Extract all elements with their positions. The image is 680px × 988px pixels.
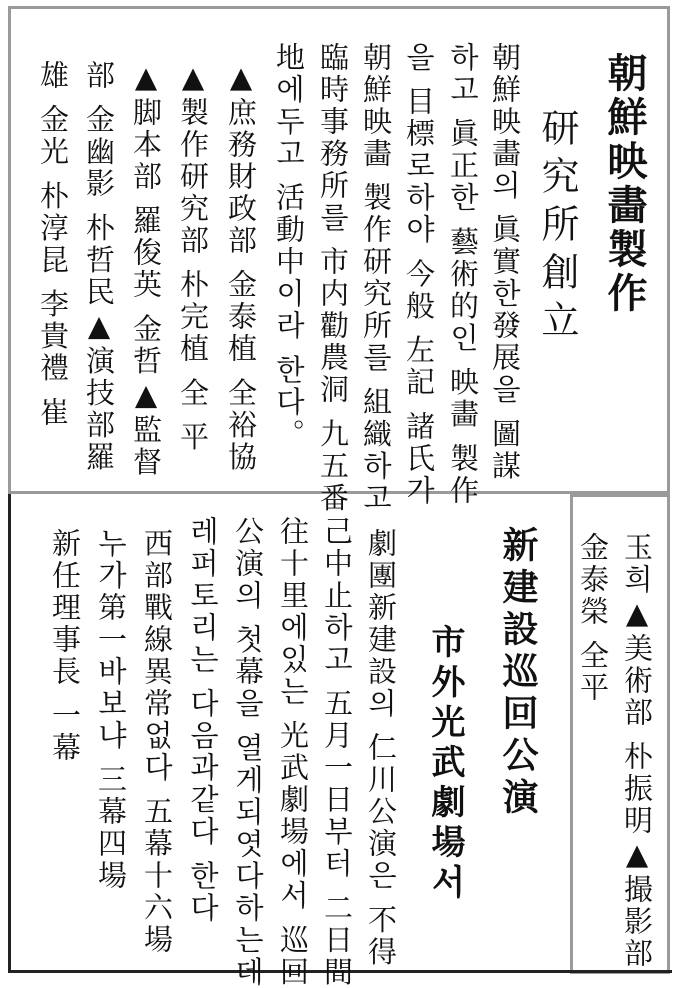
top-line-1: 朝鮮映畵의 眞實한發展을 圖謀 <box>488 42 522 483</box>
headline-bottom-2: 市外光武劇場서 <box>425 624 465 904</box>
bottom-line-4: 公演의 첫幕을 열게되엿다하는데 <box>231 516 265 988</box>
continuation-column <box>570 494 670 974</box>
top-line-4: 朝鮮映畵 製作研究所를 組織하고 <box>359 42 393 515</box>
top-line-3: 을 目標로하야 今般 左記 諸氏가 <box>402 42 436 507</box>
top-line-6: 地에두고 活動中이라 한다。 <box>272 42 306 451</box>
top-line-8: ▲製作研究部 朴完植 全 平 <box>176 60 210 454</box>
bottom-article <box>0 494 570 988</box>
bottom-line-6: 西部戰線異常없다 五幕十六場 <box>140 528 174 957</box>
continuation-line-1: 玉희▲美術部 朴振明▲撮影部 <box>620 532 654 971</box>
bottom-line-7: 누가第一바보냐 三幕四場 <box>94 528 128 893</box>
bottom-line-5: 레퍼토리는 다음과같다 한다 <box>186 516 220 925</box>
bottom-line-2: 己中止하고 五月一日부터 二日間 <box>320 516 354 988</box>
top-line-11: 雄 金光 朴淳昆 李貴禮 崔 <box>36 60 70 429</box>
top-line-9: ▲脚本部 羅俊英 金哲▲監督 <box>129 60 163 479</box>
bottom-line-8: 新任理事長 一幕 <box>48 528 82 765</box>
headline-bottom-1: 新建設巡回公演 <box>497 526 539 820</box>
bottom-line-3: 往十里에있는 光武劇場에서 巡回 <box>276 516 310 988</box>
top-line-2: 하고 眞正한 藝術的인 映畵 製作 <box>446 42 480 507</box>
continuation-line-2: 金泰榮 全平 <box>576 532 610 705</box>
headline-top-2: 研究所創立 <box>535 108 579 348</box>
bottom-line-1: 劇團新建設의 仁川公演은 不得 <box>364 528 398 969</box>
headline-top-1: 朝鮮映畵製作 <box>601 52 648 316</box>
top-line-5: 臨時事務所를 市内勸農洞 九五番 <box>316 42 350 515</box>
top-line-7: ▲庶務財政部 金泰植 全裕協 <box>224 60 258 474</box>
top-line-10: 部 金幽影 朴哲民▲演技部羅 <box>82 60 116 474</box>
